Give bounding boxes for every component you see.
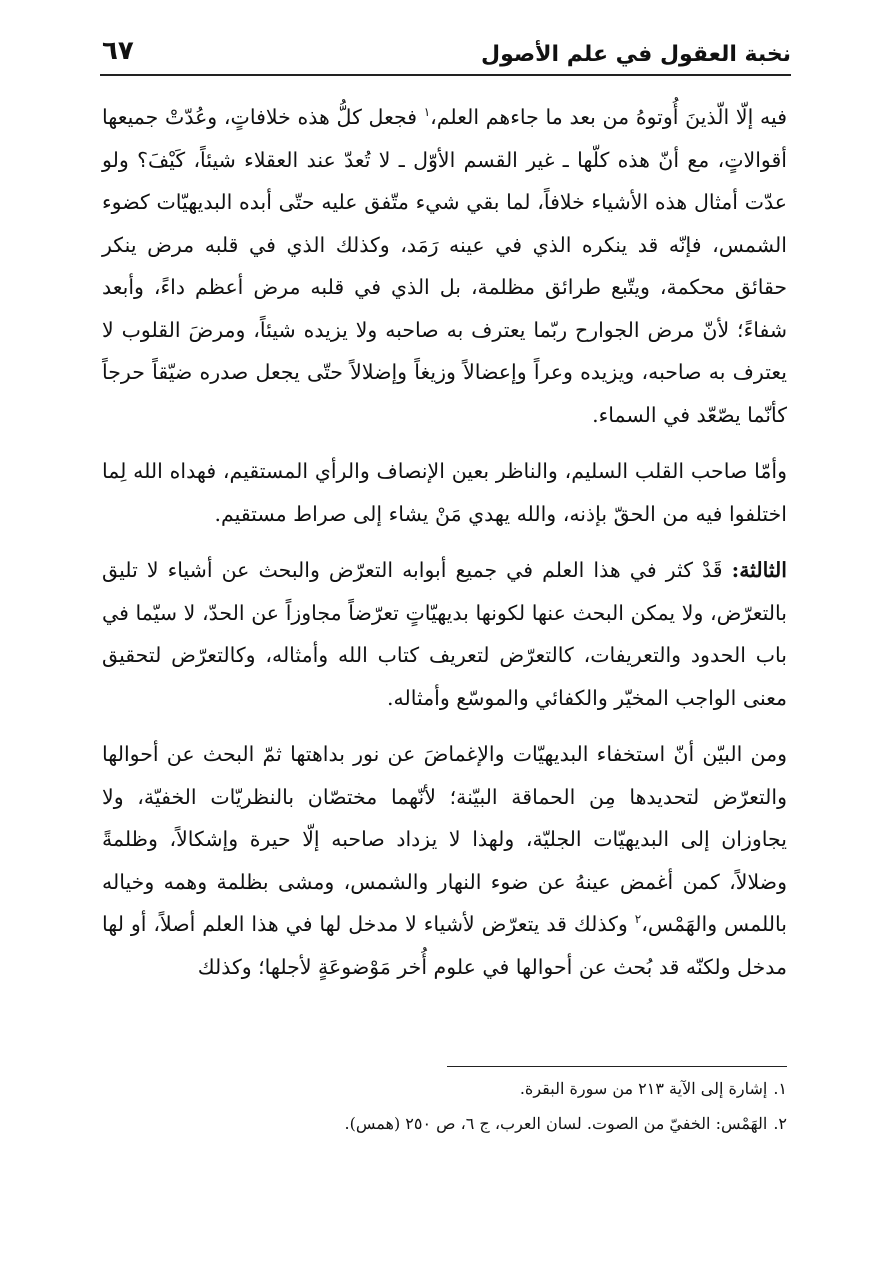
footnote-divider — [447, 1066, 787, 1067]
paragraph-3 — [102, 549, 787, 719]
paragraph-3-lead: الثالثة: — [731, 558, 787, 582]
main-text — [102, 96, 787, 988]
paragraph-4-text-a: ومن البيّن أنّ استخفاء البديهيّات والإغماضَ عن نور بداهتها ثمّ البحث عن أحوالها والتعرّض لتحديدها مِن الحماقة البيّنة؛ لأنّهما مختصّان بالنظريّات الخفيّة، ولا يجاوزان إلى البديهيّات الجليّة، ولهذا لا يزداد صاحبه إلّا حيرة وإشكالاً، وظلمةً وضلالاً، كمن أغمض عينهُ عن ضوء النهار والشمس، ومشى بظلمة وهمه وخياله باللمس والهَمْس، — [102, 742, 787, 936]
paragraph-4-text-b: وكذلك قد يتعرّض لأشياء لا مدخل لها في هذا العلم أصلاً، أو لها مدخل ولكنّه قد بُحث عن أحوالها في علوم أُخر مَوْضوعَةٍ لأجلها؛ وكذلك — [102, 912, 787, 979]
page-number: ٦٧ — [102, 36, 134, 66]
paragraph-2: وأمّا صاحب القلب السليم، والناظر بعين الإنصاف والرأي المستقيم، فهداه الله لِما اختلفوا فيه من الحقّ بإذنه، والله يهدي مَنْ يشاء إلى صراط مستقيم. — [102, 459, 787, 526]
footnotes — [102, 1066, 787, 1137]
footnote-2-text: الهَمْس: الخفيّ من الصوت. لسان العرب، ج ٦، ص ٢٥٠ (همس). — [344, 1114, 768, 1133]
footnote-1-number: ١. — [773, 1079, 787, 1098]
footnote-2 — [102, 1110, 787, 1137]
running-header — [100, 34, 791, 76]
footnote-2-number: ٢. — [773, 1114, 787, 1133]
paragraph-1 — [102, 96, 787, 436]
footnote-ref-2: ٢ — [634, 912, 642, 926]
paragraph-3-text: قَدْ كثر في هذا العلم في جميع أبوابه التعرّض والبحث عن أشياء لا تليق بالتعرّض، ولا يمكن البحث عنها لكونها بديهيّاتٍ تعرّضاً مجاوزاً عن الحدّ، لا سيّما في باب الحدود والتعريفات، كالتعرّض لتعريف كتاب الله وأمثاله، وكالتعرّض لتحقيق معنى الواجب المخيّر والكفائي والموسّع وأمثاله. — [102, 558, 787, 710]
footnote-1-text: إشارة إلى الآية ٢١٣ من سورة البقرة. — [519, 1079, 768, 1098]
footnote-1 — [102, 1075, 787, 1102]
footnote-ref-1: ١ — [423, 105, 431, 119]
paragraph-4 — [102, 733, 787, 988]
running-title: نخبة العقول في علم الأصول — [481, 42, 791, 67]
paragraph-1-text-a: فيه إلّا الّذينَ أُوتوهُ من بعد ما جاءهم العلم، — [430, 105, 787, 129]
paragraph-1-text-b: فجعل كلُّ هذه خلافاتٍ، وعُدّتْ جميعها أقوالاتٍ، مع أنّ هذه كلّها ـ غير القسم الأوّل ـ لا تُعدّ عند العقلاء شيئاً، كَيْفَ؟ ولو عدّت أمثال هذه الأشياء خلافاً، لما بقي شيء متّفق عليه حتّى أبده البديهيّات كضوء الشمس، فإنّه قد ينكره الذي في عينه رَمَد، وكذلك الذي في قلبه مرض ينكر حقائق محكمة، ويتّبع طرائق مظلمة، بل الذي في قلبه مرض أعظم داءً، وأبعد شفاءً؛ لأنّ مرض الجوارح ربّما يعترف به صاحبه ولا يزيده شيئاً، ومرضَ القلوب لا يعترف به صاحبه، ويزيده وعراً وإعضالاً وزيغاً وإضلالاً حتّى يجعل صدره ضيّقاً حرجاً كأنّما يصّعّد في السماء. — [102, 105, 787, 427]
